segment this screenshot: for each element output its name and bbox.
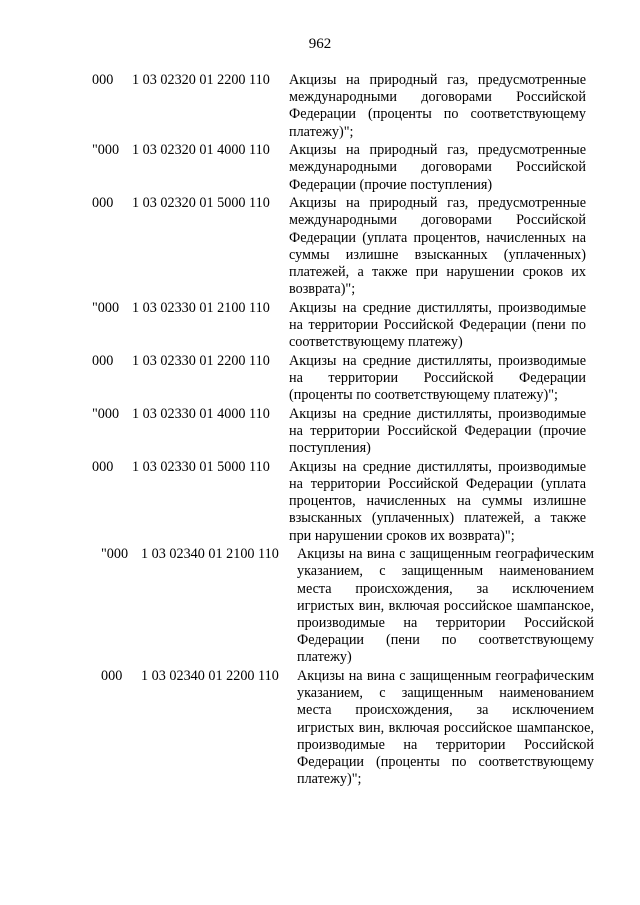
code-row — [0, 72, 640, 141]
budget-classification-code: 1 03 02320 01 4000 110 — [132, 142, 270, 159]
budget-classification-code: 1 03 02320 01 2200 110 — [132, 72, 270, 88]
code-row — [0, 406, 640, 458]
code-row — [0, 300, 640, 352]
row-description: Акцизы на вина с защищенным географическим указанием, с защищенным наименованием места происхождения, за исключением игристых вин, включая российское шампанское, производимые на территории Российской Федерации (пени по соответствующему платежу) — [297, 546, 594, 666]
code-row — [0, 142, 640, 194]
row-prefix: "000 — [101, 546, 129, 563]
budget-classification-code: 1 03 02330 01 5000 110 — [132, 458, 270, 475]
row-description: Акцизы на природный газ, предусмотренные международными договорами Российской Федерации (уплата процентов, начисленных на суммы излишне взысканных (уплаченных) платежей, а также при нарушении сроков их возврата)"; — [289, 195, 586, 298]
code-row — [0, 195, 640, 298]
budget-code-list — [0, 72, 640, 790]
budget-classification-code: 1 03 02330 01 4000 110 — [132, 405, 270, 422]
row-prefix: "000 — [92, 299, 120, 316]
row-prefix: "000 — [92, 405, 120, 422]
code-row — [0, 668, 640, 788]
row-prefix: 000 — [92, 352, 114, 369]
row-description: Акцизы на средние дистилляты, производимые на территории Российской Федерации (пени по соответствующему платежу) — [289, 299, 586, 351]
budget-classification-code: 1 03 02330 01 2200 110 — [132, 352, 270, 369]
row-prefix: 000 — [101, 668, 123, 685]
row-prefix: 000 — [92, 195, 114, 212]
budget-classification-code: 1 03 02340 01 2200 110 — [141, 668, 279, 685]
code-row — [0, 546, 640, 666]
row-description: Акцизы на природный газ, предусмотренные международными договорами Российской Федерации (проценты по соответствующему платежу)"; — [289, 72, 586, 140]
budget-classification-code: 1 03 02320 01 5000 110 — [132, 195, 270, 212]
row-description: Акцизы на средние дистилляты, производимые на территории Российской Федерации (проценты по соответствующему платежу)"; — [289, 352, 586, 404]
row-description: Акцизы на средние дистилляты, производимые на территории Российской Федерации (прочие поступления) — [289, 405, 586, 457]
budget-classification-code: 1 03 02330 01 2100 110 — [132, 299, 270, 316]
row-description: Акцизы на природный газ, предусмотренные международными договорами Российской Федерации (прочие поступления) — [289, 142, 586, 193]
row-description: Акцизы на вина с защищенным географическим указанием, с защищенным наименованием места происхождения, за исключением игристых вин, включая российское шампанское, производимые на территории Российской Федерации (проценты по соответствующему платежу)"; — [297, 668, 594, 788]
row-prefix: "000 — [92, 142, 120, 159]
row-prefix: 000 — [92, 458, 114, 475]
row-description: Акцизы на средние дистилляты, производимые на территории Российской Федерации (уплата процентов, начисленных на суммы излишне взысканных (уплаченных) платежей, а также при нарушении сроков их возврата)"; — [289, 458, 586, 544]
row-prefix: 000 — [92, 72, 114, 88]
budget-classification-code: 1 03 02340 01 2100 110 — [141, 546, 279, 563]
code-row — [0, 459, 640, 545]
page-number: 962 — [308, 36, 332, 52]
code-row — [0, 353, 640, 405]
